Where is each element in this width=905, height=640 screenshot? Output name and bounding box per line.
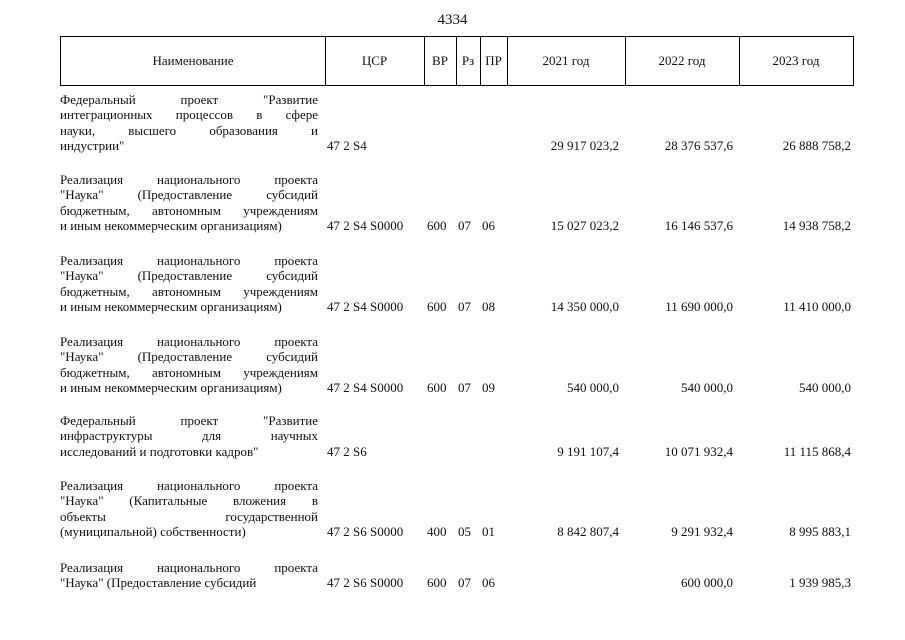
row-name (60, 560, 318, 591)
row-name-line: бюджетным, автономным учреждениям (60, 202, 318, 218)
cell-rz: 05 (458, 523, 471, 539)
cell-csr: 47 2 S4 S0000 (327, 298, 404, 314)
row-name (60, 413, 318, 459)
cell-pr: 09 (482, 379, 495, 395)
row-name-line: Федеральный проект "Развитие (60, 92, 318, 107)
header-csr: ЦСР (325, 37, 425, 85)
header-2021: 2021 год (507, 37, 626, 85)
table-row (60, 172, 854, 233)
row-name-line: и иным некоммерческим организациям) (60, 379, 282, 395)
cell-y2021: 540 000,0 (567, 379, 619, 395)
row-name-line: "Наука" (Предоставление субсидий (60, 268, 318, 284)
row-name-line: бюджетным, автономным учреждениям (60, 364, 318, 380)
cell-y2023: 540 000,0 (799, 379, 851, 395)
header-2022: 2022 год (625, 37, 740, 85)
cell-y2021: 9 191 107,4 (557, 443, 619, 459)
row-name (60, 92, 318, 153)
cell-csr: 47 2 S4 S0000 (327, 217, 404, 233)
cell-csr: 47 2 S6 S0000 (327, 575, 404, 591)
row-name-line: индустрии" (60, 137, 125, 153)
cell-y2023: 11 115 868,4 (783, 443, 851, 459)
cell-rz: 07 (458, 298, 471, 314)
row-name-line: и иным некоммерческим организациям) (60, 298, 282, 314)
table-header (60, 36, 854, 86)
row-name-line: Реализация национального проекта (60, 334, 318, 349)
header-2023: 2023 год (772, 53, 820, 68)
table-row (60, 413, 854, 459)
table-row (60, 334, 854, 395)
cell-y2021: 8 842 807,4 (557, 523, 619, 539)
header-vr: ВР (424, 37, 457, 85)
row-name-line: инфраструктуры для научных (60, 428, 318, 444)
cell-rz: 07 (458, 217, 471, 233)
row-name-line: объекты государственной (60, 508, 318, 524)
cell-y2023: 11 410 000,0 (783, 298, 851, 314)
cell-rz: 07 (458, 575, 471, 591)
cell-y2021: 14 350 000,0 (550, 298, 619, 314)
cell-pr: 01 (482, 523, 495, 539)
table-row (60, 478, 854, 539)
cell-y2022: 600 000,0 (681, 575, 733, 591)
cell-y2022: 540 000,0 (681, 379, 733, 395)
cell-y2021: 29 917 023,2 (550, 137, 619, 153)
cell-y2023: 14 938 758,2 (782, 217, 851, 233)
cell-pr: 06 (482, 575, 495, 591)
cell-csr: 47 2 S4 S0000 (327, 379, 404, 395)
cell-vr: 600 (427, 575, 447, 591)
row-name-line: "Наука" (Предоставление субсидий (60, 575, 257, 591)
row-name-line: "Наука" (Предоставление субсидий (60, 187, 318, 203)
cell-vr: 400 (427, 523, 447, 539)
cell-y2023: 8 995 883,1 (789, 523, 851, 539)
row-name-line: Реализация национального проекта (60, 560, 318, 575)
header-rz: Рз (456, 37, 481, 85)
row-name (60, 172, 318, 233)
row-name-line: исследований и подготовки кадров" (60, 443, 259, 459)
row-name-line: науки, высшего образования и (60, 122, 318, 138)
table-row (60, 560, 854, 591)
cell-y2022: 28 376 537,6 (664, 137, 733, 153)
cell-pr: 08 (482, 298, 495, 314)
cell-rz: 07 (458, 379, 471, 395)
page-number: 4334 (437, 12, 468, 28)
cell-csr: 47 2 S4 (327, 137, 367, 153)
row-name-line: "Наука" (Капитальные вложения в (60, 493, 318, 509)
cell-y2023: 26 888 758,2 (782, 137, 851, 153)
row-name-line: "Наука" (Предоставление субсидий (60, 349, 318, 365)
row-name-line: Реализация национального проекта (60, 478, 318, 493)
cell-vr: 600 (427, 298, 447, 314)
row-name (60, 253, 318, 314)
cell-vr: 600 (427, 217, 447, 233)
cell-y2022: 11 690 000,0 (665, 298, 733, 314)
row-name (60, 478, 318, 539)
row-name-line: Федеральный проект "Развитие (60, 413, 318, 428)
cell-csr: 47 2 S6 S0000 (327, 523, 404, 539)
cell-pr: 06 (482, 217, 495, 233)
row-name-line: бюджетным, автономным учреждениям (60, 283, 318, 299)
row-name-line: Реализация национального проекта (60, 172, 318, 187)
header-name: Наименование (61, 37, 326, 85)
row-name-line: и иным некоммерческим организациям) (60, 217, 282, 233)
table-row (60, 92, 854, 153)
cell-y2022: 16 146 537,6 (664, 217, 733, 233)
cell-y2021: 15 027 023,2 (550, 217, 619, 233)
row-name-line: Реализация национального проекта (60, 253, 318, 268)
row-name (60, 334, 318, 395)
row-name-line: (муниципальной) собственности) (60, 523, 246, 539)
cell-y2023: 1 939 985,3 (789, 575, 851, 591)
header-pr: ПР (480, 37, 508, 85)
cell-y2022: 10 071 932,4 (664, 443, 733, 459)
cell-vr: 600 (427, 379, 447, 395)
cell-csr: 47 2 S6 (327, 443, 367, 459)
cell-y2022: 9 291 932,4 (671, 523, 733, 539)
row-name-line: интеграционных процессов в сфере (60, 107, 318, 123)
table-row (60, 253, 854, 314)
